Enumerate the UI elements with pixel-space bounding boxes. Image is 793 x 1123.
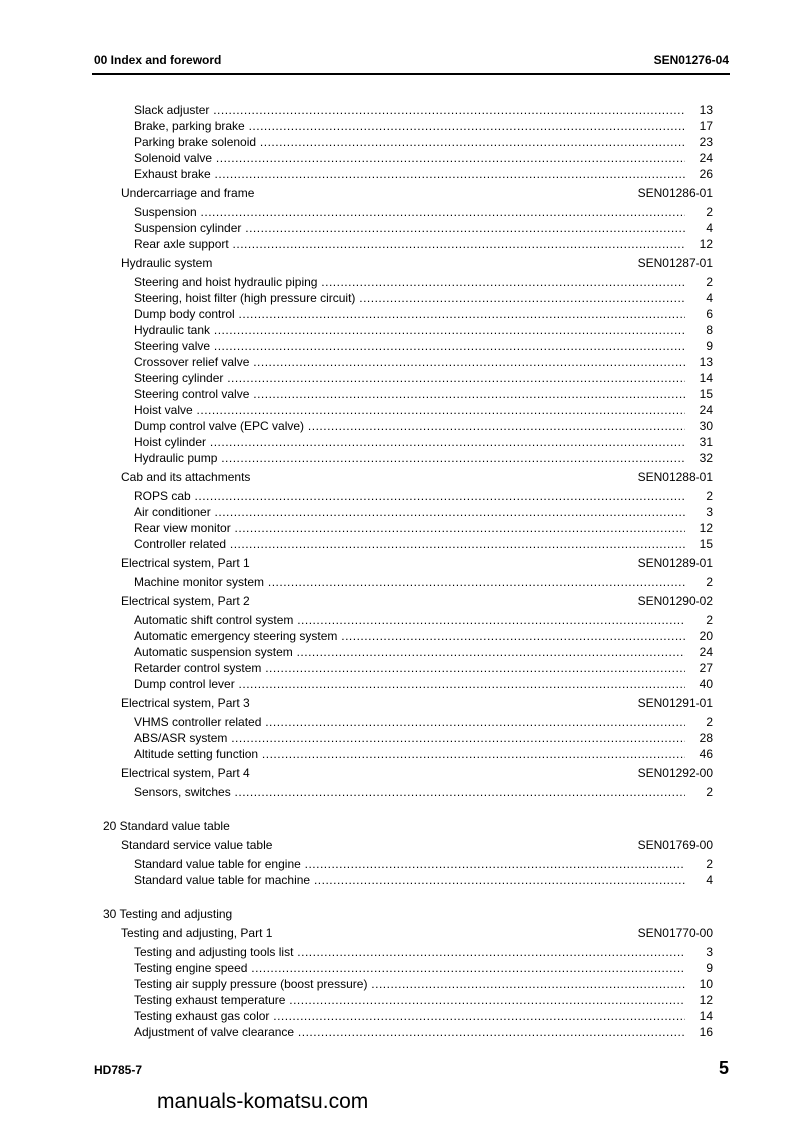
section-code: SEN01288-01 (637, 470, 713, 484)
toc-entry (0, 944, 793, 960)
toc-section (0, 555, 793, 571)
toc-entry (0, 960, 793, 976)
toc-entry (0, 386, 793, 402)
entry-title: 30 Testing and adjusting (103, 907, 233, 921)
entry-page: 3 (706, 945, 713, 959)
entry-page: 12 (699, 237, 713, 251)
page-number: 5 (718, 1058, 729, 1078)
toc-section (0, 255, 793, 271)
entry-page: 17 (699, 119, 713, 133)
entry-title: Suspension ..... (134, 204, 685, 220)
document-code: SEN01276-04 (653, 53, 729, 67)
toc-section (0, 837, 793, 853)
entry-title: Hoist valve ..... (134, 402, 685, 418)
entry-title: Hoist cylinder ..... (134, 434, 685, 450)
toc-entry (0, 628, 793, 644)
header-rule (92, 73, 730, 75)
entry-page: 24 (699, 645, 713, 659)
entry-page: 27 (699, 661, 713, 675)
entry-title: Steering cylinder ..... (134, 370, 685, 386)
entry-title: Parking brake solenoid ..... (134, 134, 685, 150)
entry-page: 6 (706, 307, 713, 321)
toc-entry (0, 574, 793, 590)
entry-title: Altitude setting function ..... (134, 746, 685, 762)
entry-page: 2 (706, 785, 713, 799)
entry-title: Hydraulic tank ..... (134, 322, 685, 338)
entry-page: 32 (699, 451, 713, 465)
toc-entry (0, 856, 793, 872)
toc-entry (0, 354, 793, 370)
toc-entry (0, 714, 793, 730)
entry-page: 2 (706, 613, 713, 627)
toc-entry (0, 204, 793, 220)
entry-title: Testing exhaust gas color ..... (134, 1008, 685, 1024)
table-of-contents (0, 102, 793, 1040)
toc-entry (0, 488, 793, 504)
toc-entry (0, 370, 793, 386)
entry-page: 23 (699, 135, 713, 149)
toc-group (0, 818, 793, 834)
entry-page: 40 (699, 677, 713, 691)
entry-title: Dump body control ..... (134, 306, 685, 322)
entry-page: 3 (706, 505, 713, 519)
toc-entry (0, 536, 793, 552)
entry-page: 24 (699, 151, 713, 165)
section-code: SEN01290-02 (637, 594, 713, 608)
section-code: SEN01287-01 (637, 256, 713, 270)
section-header: 00 Index and foreword (94, 53, 222, 67)
entry-title: Dump control valve (EPC valve) ..... (134, 418, 685, 434)
entry-page: 4 (706, 873, 713, 887)
toc-entry (0, 520, 793, 536)
entry-title: Dump control lever ..... (134, 676, 685, 692)
toc-section (0, 925, 793, 941)
entry-page: 8 (706, 323, 713, 337)
entry-title: 20 Standard value table (103, 819, 230, 833)
toc-entry (0, 220, 793, 236)
entry-title: Steering and hoist hydraulic piping ..... (134, 274, 685, 290)
entry-title: Adjustment of valve clearance ..... (134, 1024, 685, 1040)
section-code: SEN01289-01 (637, 556, 713, 570)
entry-page: 20 (699, 629, 713, 643)
toc-entry (0, 992, 793, 1008)
entry-page: 2 (706, 205, 713, 219)
entry-page: 2 (706, 275, 713, 289)
entry-page: 26 (699, 167, 713, 181)
entry-page: 12 (699, 993, 713, 1007)
entry-title: Steering, hoist filter (high pressure circuit) ..... (134, 290, 685, 306)
entry-title: Electrical system, Part 2 (121, 594, 250, 608)
entry-title: Testing and adjusting, Part 1 (121, 926, 273, 940)
toc-entry (0, 402, 793, 418)
entry-title: Air conditioner ..... (134, 504, 685, 520)
footer-model: HD785-7 (94, 1063, 143, 1077)
section-code: SEN01292-00 (637, 766, 713, 780)
entry-title: Testing exhaust temperature ..... (134, 992, 685, 1008)
toc-section (0, 185, 793, 201)
section-code: SEN01770-00 (637, 926, 713, 940)
entry-title: VHMS controller related ..... (134, 714, 685, 730)
entry-title: Testing air supply pressure (boost pressure) ..... (134, 976, 685, 992)
entry-page: 10 (699, 977, 713, 991)
toc-entry (0, 118, 793, 134)
entry-page: 14 (699, 371, 713, 385)
entry-title: Automatic suspension system ..... (134, 644, 685, 660)
toc-entry (0, 134, 793, 150)
entry-title: Testing and adjusting tools list ..... (134, 944, 685, 960)
entry-title: Steering valve ..... (134, 338, 685, 354)
entry-title: Rear axle support ..... (134, 236, 685, 252)
entry-title: Electrical system, Part 3 (121, 696, 250, 710)
section-code: SEN01769-00 (637, 838, 713, 852)
entry-title: Electrical system, Part 1 (121, 556, 250, 570)
entry-title: Standard value table for engine ..... (134, 856, 685, 872)
entry-page: 24 (699, 403, 713, 417)
entry-page: 12 (699, 521, 713, 535)
entry-page: 9 (706, 339, 713, 353)
toc-entry (0, 150, 793, 166)
section-code: SEN01291-01 (637, 696, 713, 710)
entry-page: 31 (699, 435, 713, 449)
toc-entry (0, 236, 793, 252)
entry-page: 46 (699, 747, 713, 761)
toc-entry (0, 1008, 793, 1024)
entry-page: 13 (699, 355, 713, 369)
entry-title: Controller related ..... (134, 536, 685, 552)
toc-entry (0, 274, 793, 290)
watermark: manuals-komatsu.com (157, 1090, 369, 1113)
toc-entry (0, 644, 793, 660)
toc-entry (0, 450, 793, 466)
toc-section (0, 469, 793, 485)
entry-title: Machine monitor system ..... (134, 574, 685, 590)
toc-entry (0, 322, 793, 338)
entry-title: Retarder control system ..... (134, 660, 685, 676)
toc-entry (0, 976, 793, 992)
entry-page: 15 (699, 537, 713, 551)
entry-page: 2 (706, 575, 713, 589)
entry-title: Exhaust brake ..... (134, 166, 685, 182)
entry-title: Crossover relief valve ..... (134, 354, 685, 370)
entry-title: Steering control valve ..... (134, 386, 685, 402)
toc-entry (0, 730, 793, 746)
entry-title: Automatic emergency steering system ..... (134, 628, 685, 644)
toc-entry (0, 676, 793, 692)
entry-title: Sensors, switches ..... (134, 784, 685, 800)
toc-entry (0, 166, 793, 182)
toc-section (0, 765, 793, 781)
toc-section (0, 593, 793, 609)
entry-title: Hydraulic pump ..... (134, 450, 685, 466)
entry-title: Electrical system, Part 4 (121, 766, 250, 780)
entry-title: ROPS cab ..... (134, 488, 685, 504)
entry-page: 2 (706, 857, 713, 871)
entry-title: Solenoid valve ..... (134, 150, 685, 166)
toc-entry (0, 434, 793, 450)
toc-entry (0, 872, 793, 888)
toc-entry (0, 504, 793, 520)
entry-page: 2 (706, 715, 713, 729)
entry-title: Cab and its attachments (121, 470, 251, 484)
toc-entry (0, 418, 793, 434)
entry-page: 2 (706, 489, 713, 503)
entry-page: 15 (699, 387, 713, 401)
entry-page: 16 (699, 1025, 713, 1039)
entry-page: 14 (699, 1009, 713, 1023)
toc-entry (0, 306, 793, 322)
toc-entry (0, 338, 793, 354)
entry-title: ABS/ASR system ..... (134, 730, 685, 746)
toc-section (0, 695, 793, 711)
entry-page: 4 (706, 221, 713, 235)
entry-page: 28 (699, 731, 713, 745)
toc-entry (0, 660, 793, 676)
toc-entry (0, 612, 793, 628)
toc-entry (0, 746, 793, 762)
toc-entry (0, 1024, 793, 1040)
entry-title: Hydraulic system (121, 256, 213, 270)
entry-page: 30 (699, 419, 713, 433)
entry-title: Standard value table for machine ..... (134, 872, 685, 888)
entry-title: Undercarriage and frame (121, 186, 255, 200)
entry-title: Brake, parking brake ..... (134, 118, 685, 134)
entry-page: 13 (699, 103, 713, 117)
entry-title: Slack adjuster ..... (134, 102, 685, 118)
toc-entry (0, 102, 793, 118)
section-code: SEN01286-01 (637, 186, 713, 200)
entry-page: 4 (706, 291, 713, 305)
entry-title: Testing engine speed ..... (134, 960, 685, 976)
toc-entry (0, 784, 793, 800)
toc-entry (0, 290, 793, 306)
entry-title: Suspension cylinder ..... (134, 220, 685, 236)
toc-group (0, 906, 793, 922)
entry-page: 9 (706, 961, 713, 975)
entry-title: Rear view monitor ..... (134, 520, 685, 536)
entry-title: Automatic shift control system ..... (134, 612, 685, 628)
entry-title: Standard service value table (121, 838, 273, 852)
